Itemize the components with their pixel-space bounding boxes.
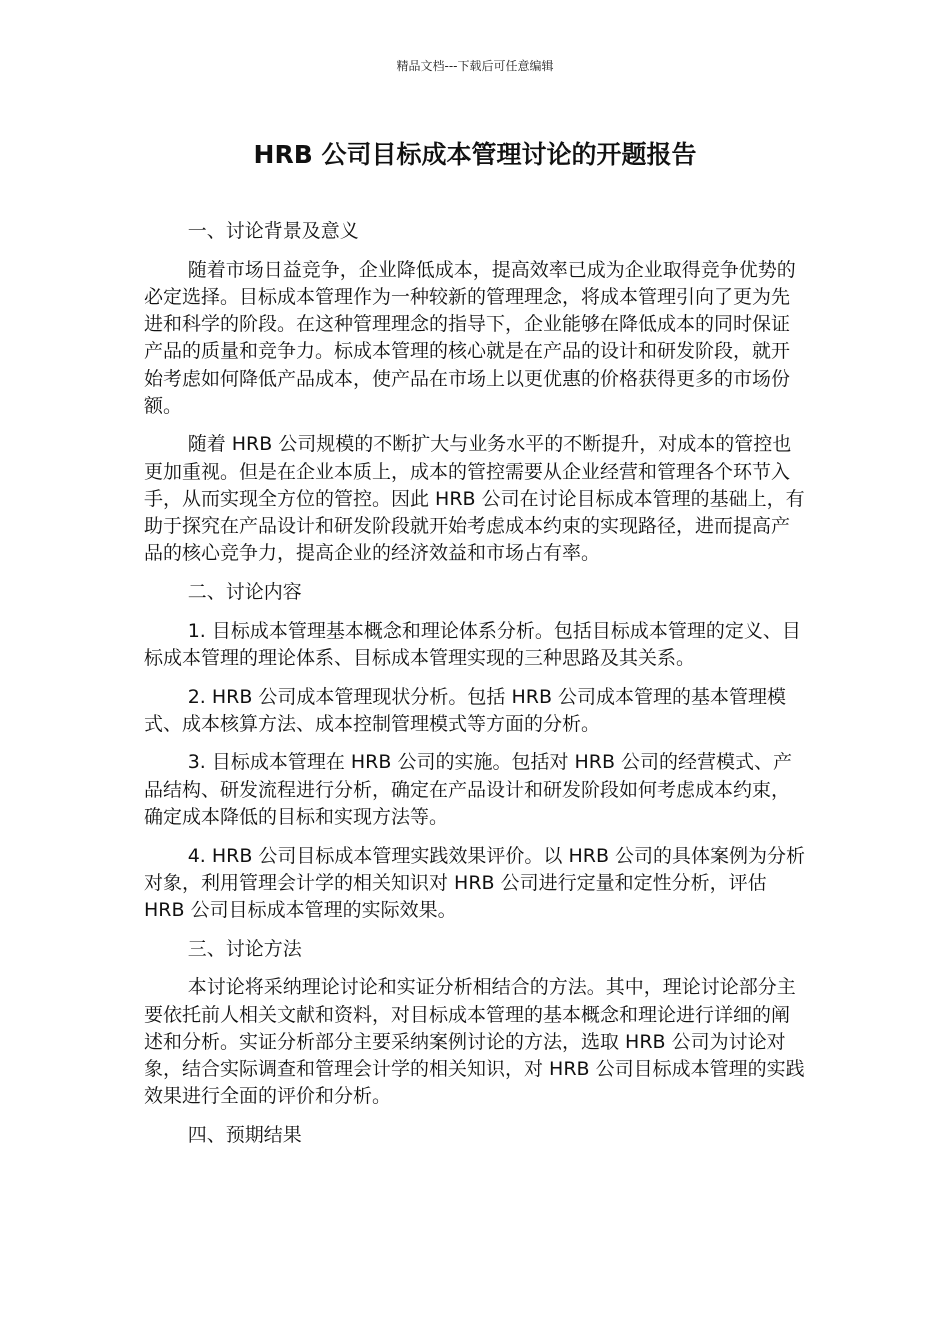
document-body: [144, 218, 808, 1161]
paragraph-background-2: 随着 HRB 公司规模的不断扩大与业务水平的不断提升，对成本的管控也更加重视。但是在企业本质上，成本的管控需要从企业经营和管理各个环节入手，从而实现全方位的管控。因此 HRB 公司在讨论目标成本管理的基础上，有助于探究在产品设计和研发阶段就开始考虑成本约束的实现路径，进而提高产品的核心竞争力，提高企业的经济效益和市场占有率。: [144, 433, 805, 565]
header-note: 精品文档---下载后可任意编辑: [396, 59, 554, 73]
content-item-2: 2. HRB 公司成本管理现状分析。包括 HRB 公司成本管理的基本管理模式、成本核算方法、成本控制管理模式等方面的分析。: [144, 685, 787, 735]
content-item-1: 1. 目标成本管理基本概念和理论体系分析。包括目标成本管理的定义、目标成本管理的理论体系、目标成本管理实现的三种思路及其关系。: [144, 619, 801, 669]
paragraph-method: 本讨论将采纳理论讨论和实证分析相结合的方法。其中，理论讨论部分主要依托前人相关文献和资料，对目标成本管理的基本概念和理论进行详细的阐述和分析。实证分析部分主要采纳案例讨论的方法，选取 HRB 公司为讨论对象，结合实际调查和管理会计学的相关知识，对 HRB 公司目标成本管理的实践效果进行全面的评价和分析。: [144, 976, 805, 1108]
paragraph-background-1: 随着市场日益竞争，企业降低成本，提高效率已成为企业取得竞争优势的必定选择。目标成本管理作为一种较新的管理理念，将成本管理引向了更为先进和科学的阶段。在这种管理理念的指导下，企业能够在降低成本的同时保证产品的质量和竞争力。标成本管理的核心就是在产品的设计和研发阶段，就开始考虑如何降低产品成本，使产品在市场上以更优惠的价格获得更多的市场份额。: [144, 258, 796, 417]
section-heading-background: 一、讨论背景及意义: [187, 220, 359, 242]
section-heading-expected-results: 四、预期结果: [187, 1123, 302, 1146]
content-item-3: 3. 目标成本管理在 HRB 公司的实施。包括对 HRB 公司的经营模式、产品结构、研发流程进行分析，确定在产品设计和研发阶段如何考虑成本约束，确定成本降低的目标和实现方法等。: [144, 751, 793, 828]
section-heading-content: 二、讨论内容: [187, 580, 302, 603]
section-heading-method: 三、讨论方法: [187, 937, 302, 960]
document-title: HRB 公司目标成本管理讨论的开题报告: [253, 140, 697, 169]
content-item-4: 4. HRB 公司目标成本管理实践效果评价。以 HRB 公司的具体案例为分析对象，利用管理会计学的相关知识对 HRB 公司进行定量和定性分析，评估 HRB 公司目标成本管理的实际效果。: [144, 844, 806, 921]
